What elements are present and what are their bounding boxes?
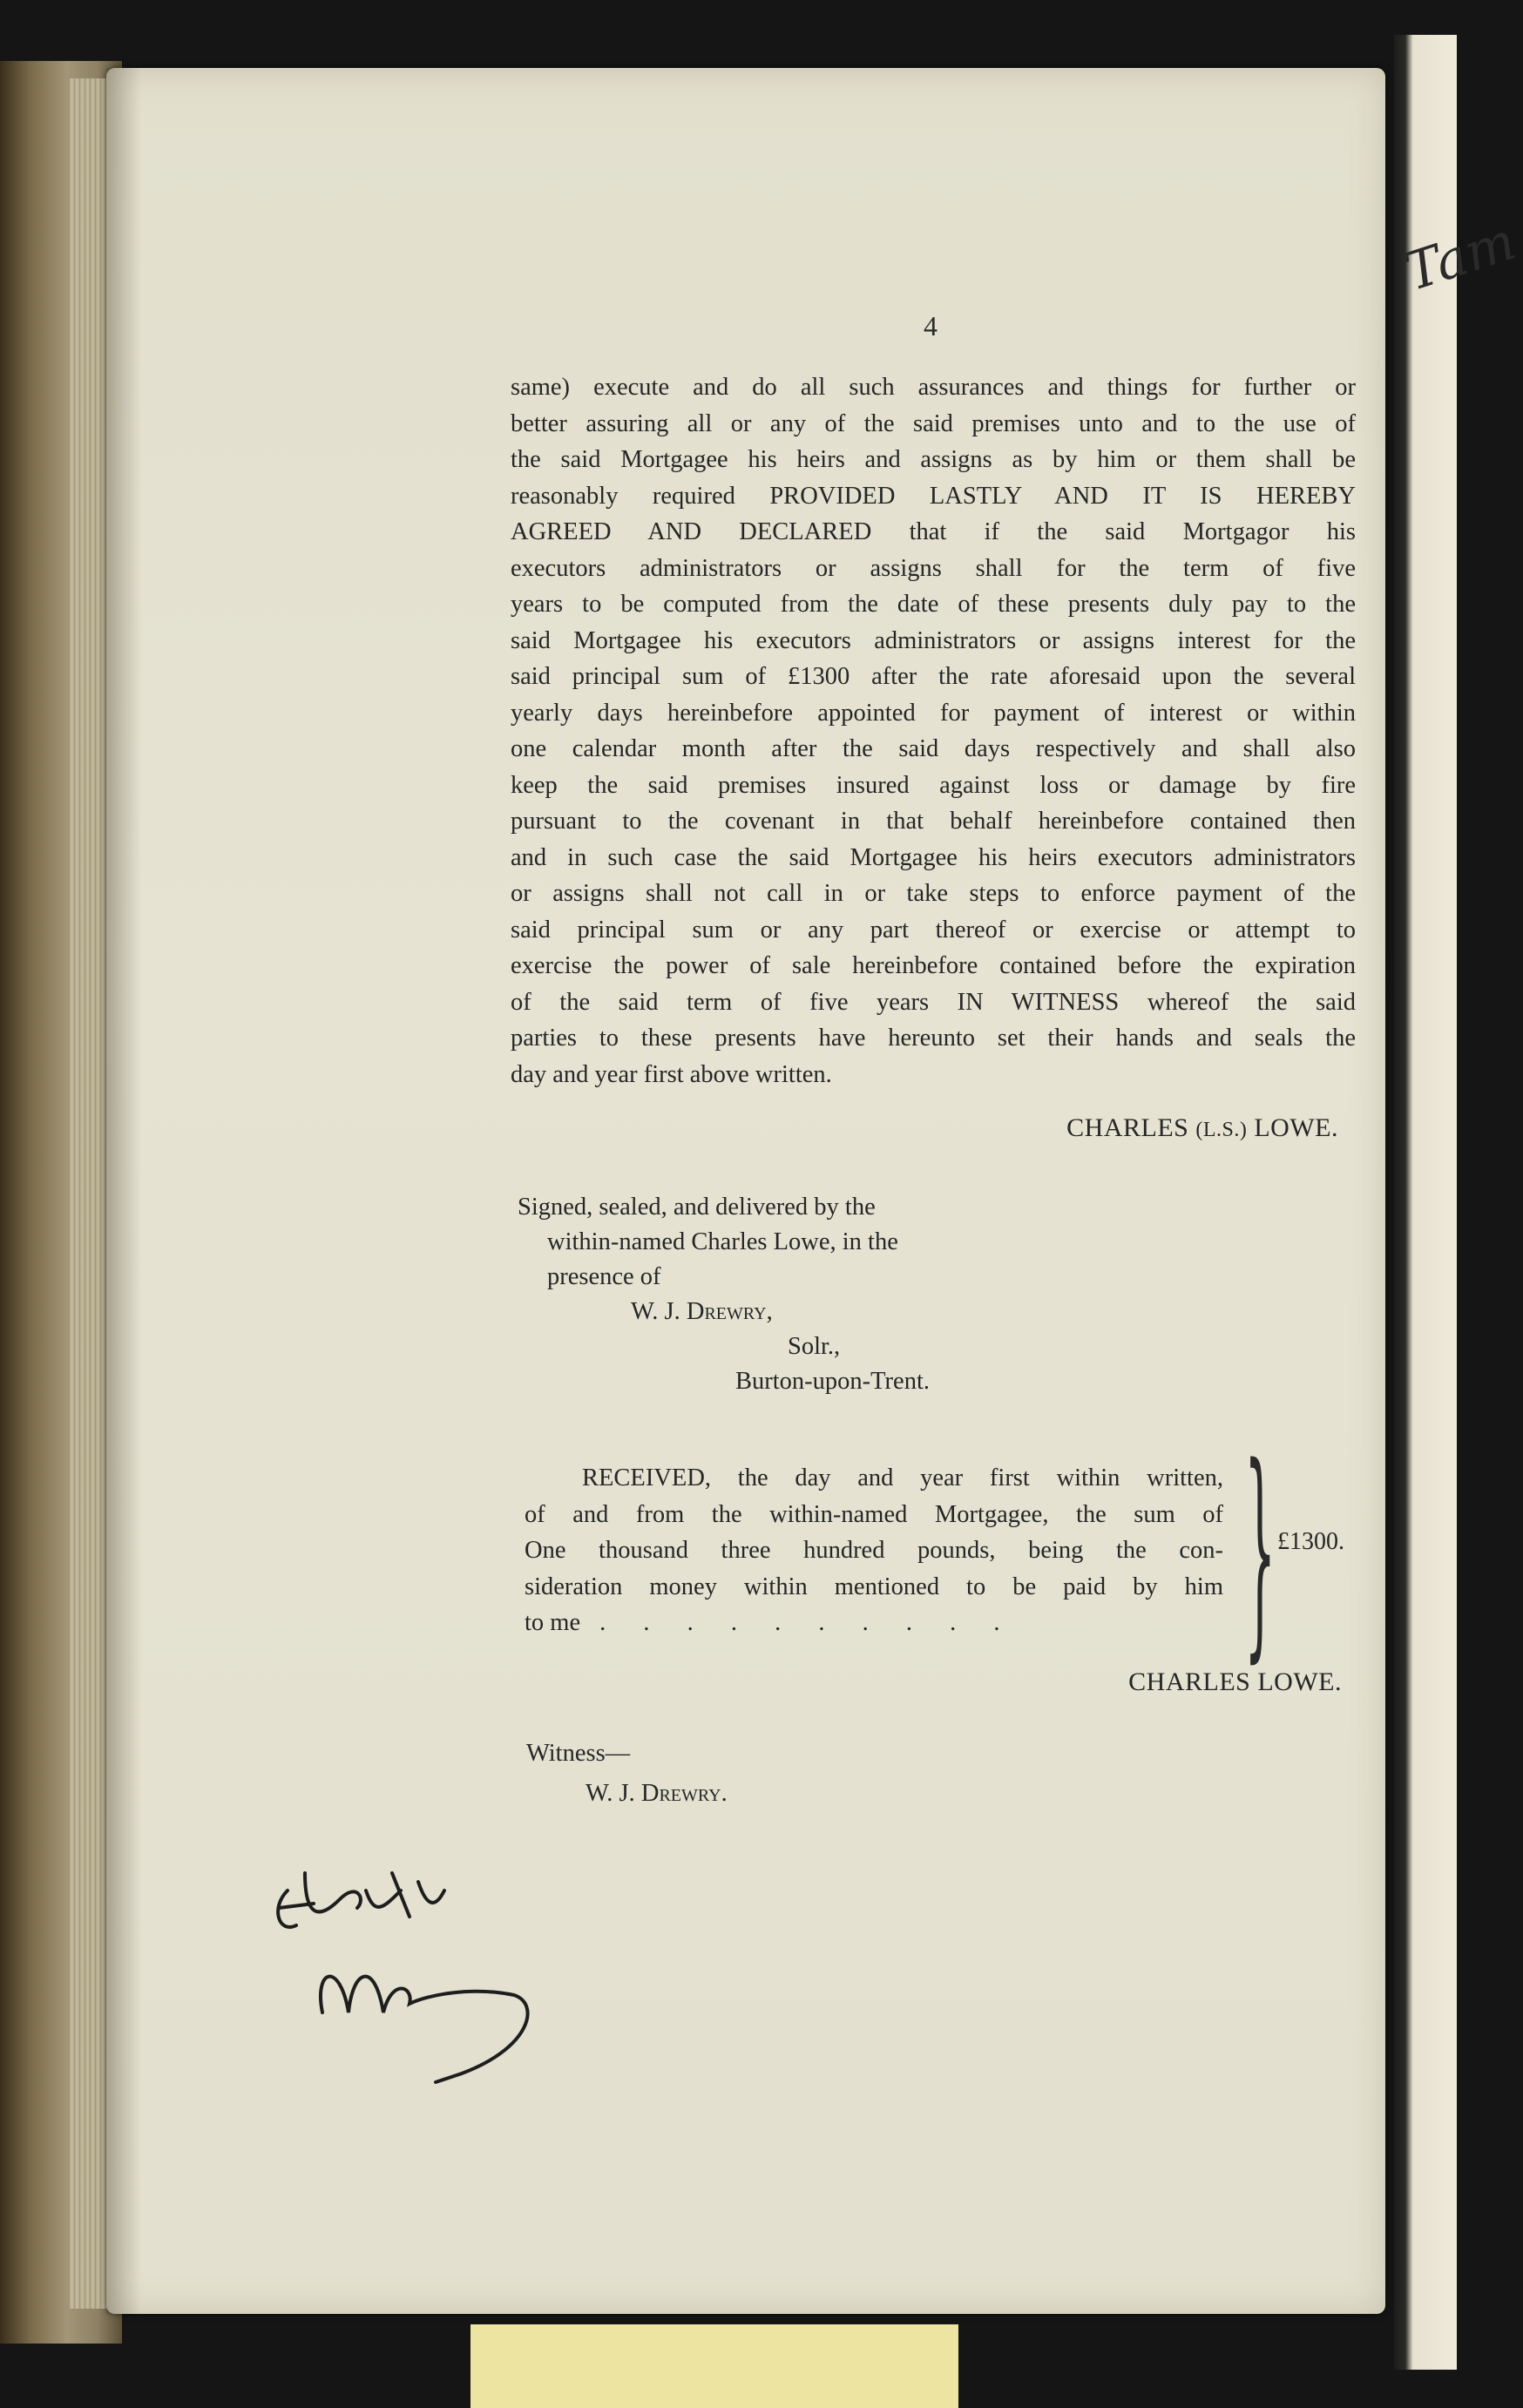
receipt-line: sideration money within mentioned to be paid by him [525,1573,1223,1600]
receipt-clause [525,1460,1223,1641]
text-line: the said Mortgagee his heirs and assigns as by him or them shall be [511,446,1356,473]
text-line: and in such case the said Mortgagee his heirs executors administrators [511,843,1356,871]
receipt-signature: CHARLES LOWE. [1128,1667,1342,1696]
receipt-line: to me [525,1609,581,1636]
adjacent-page-handwriting: Tam [1398,210,1523,304]
signatory-last-name: LOWE. [1254,1113,1338,1142]
text-line: reasonably required PROVIDED LASTLY AND IT IS HEREBY [511,482,1356,510]
deed-signature-seal [1066,1113,1338,1143]
text-line: executors administrators or assigns shall for the term of five [511,554,1356,582]
page-gutter-shadow [106,68,141,2314]
text-line: parties to these presents have hereunto set their hands and seals the [511,1025,1356,1052]
attestation-line: Signed, sealed, and delivered by the [518,1194,876,1221]
handwritten-initials [253,1856,566,2091]
seal-mark: (L.S.) [1195,1119,1248,1141]
witness-name: W. J. Drewry, [631,1298,773,1325]
receipt-line: One thousand three hundred pounds, being the con- [525,1537,1223,1564]
signatory-first-name: CHARLES [1066,1113,1189,1142]
receipt-line: of and from the within-named Mortgagee, the sum of [525,1500,1223,1528]
text-line: said principal sum of £1300 after the rate aforesaid upon the several [511,663,1356,690]
witness-name: W. J. Drewry. [586,1780,728,1807]
curly-brace-icon: } [1244,1419,1276,1682]
witness-title: Solr., [788,1333,841,1360]
text-line: pursuant to the covenant in that behalf hereinbefore contained then [511,808,1356,835]
text-line: said Mortgagee his executors administrators or assigns interest for the [511,626,1356,654]
text-line: keep the said premises insured against loss or damage by fire [511,771,1356,799]
attestation-line: presence of [547,1263,661,1290]
text-line: years to be computed from the date of these presents duly pay to the [511,591,1356,618]
attestation-clause [518,1190,930,1399]
page-number: 4 [924,310,937,342]
receipt-witness [526,1734,728,1814]
deed-body-text [511,369,1356,1092]
text-line: one calendar month after the said days respectively and shall also [511,735,1356,762]
receipt-line: RECEIVED, the day and year first within written, [582,1464,1223,1491]
text-line: exercise the power of sale hereinbefore contained before the expiration [511,952,1356,979]
text-line: same) execute and do all such assurances and things for further or [511,374,1356,401]
text-line: said principal sum or any part thereof or exercise or attempt to [511,916,1356,944]
text-line: day and year first above written. [511,1060,832,1088]
witness-label: Witness— [526,1740,631,1767]
text-line: or assigns shall not call in or take steps to enforce payment of the [511,880,1356,907]
dot-leaders: . . . . . . . . . . [599,1609,1016,1636]
text-line: yearly days hereinbefore appointed for payment of interest or within [511,699,1356,727]
attestation-line: within-named Charles Lowe, in the [547,1228,898,1255]
text-line: better assuring all or any of the said premises unto and to the use of [511,409,1356,437]
text-line: of the said term of five years IN WITNESS whereof the said [511,988,1356,1016]
receipt-last-row [525,1605,1223,1641]
text-line: AGREED AND DECLARED that if the said Mortgagor his [511,518,1356,545]
sticky-note-tab [470,2324,958,2408]
witness-place: Burton-upon-Trent. [735,1368,930,1395]
receipt-amount: £1300. [1277,1528,1344,1555]
adjacent-page [1394,35,1457,2370]
